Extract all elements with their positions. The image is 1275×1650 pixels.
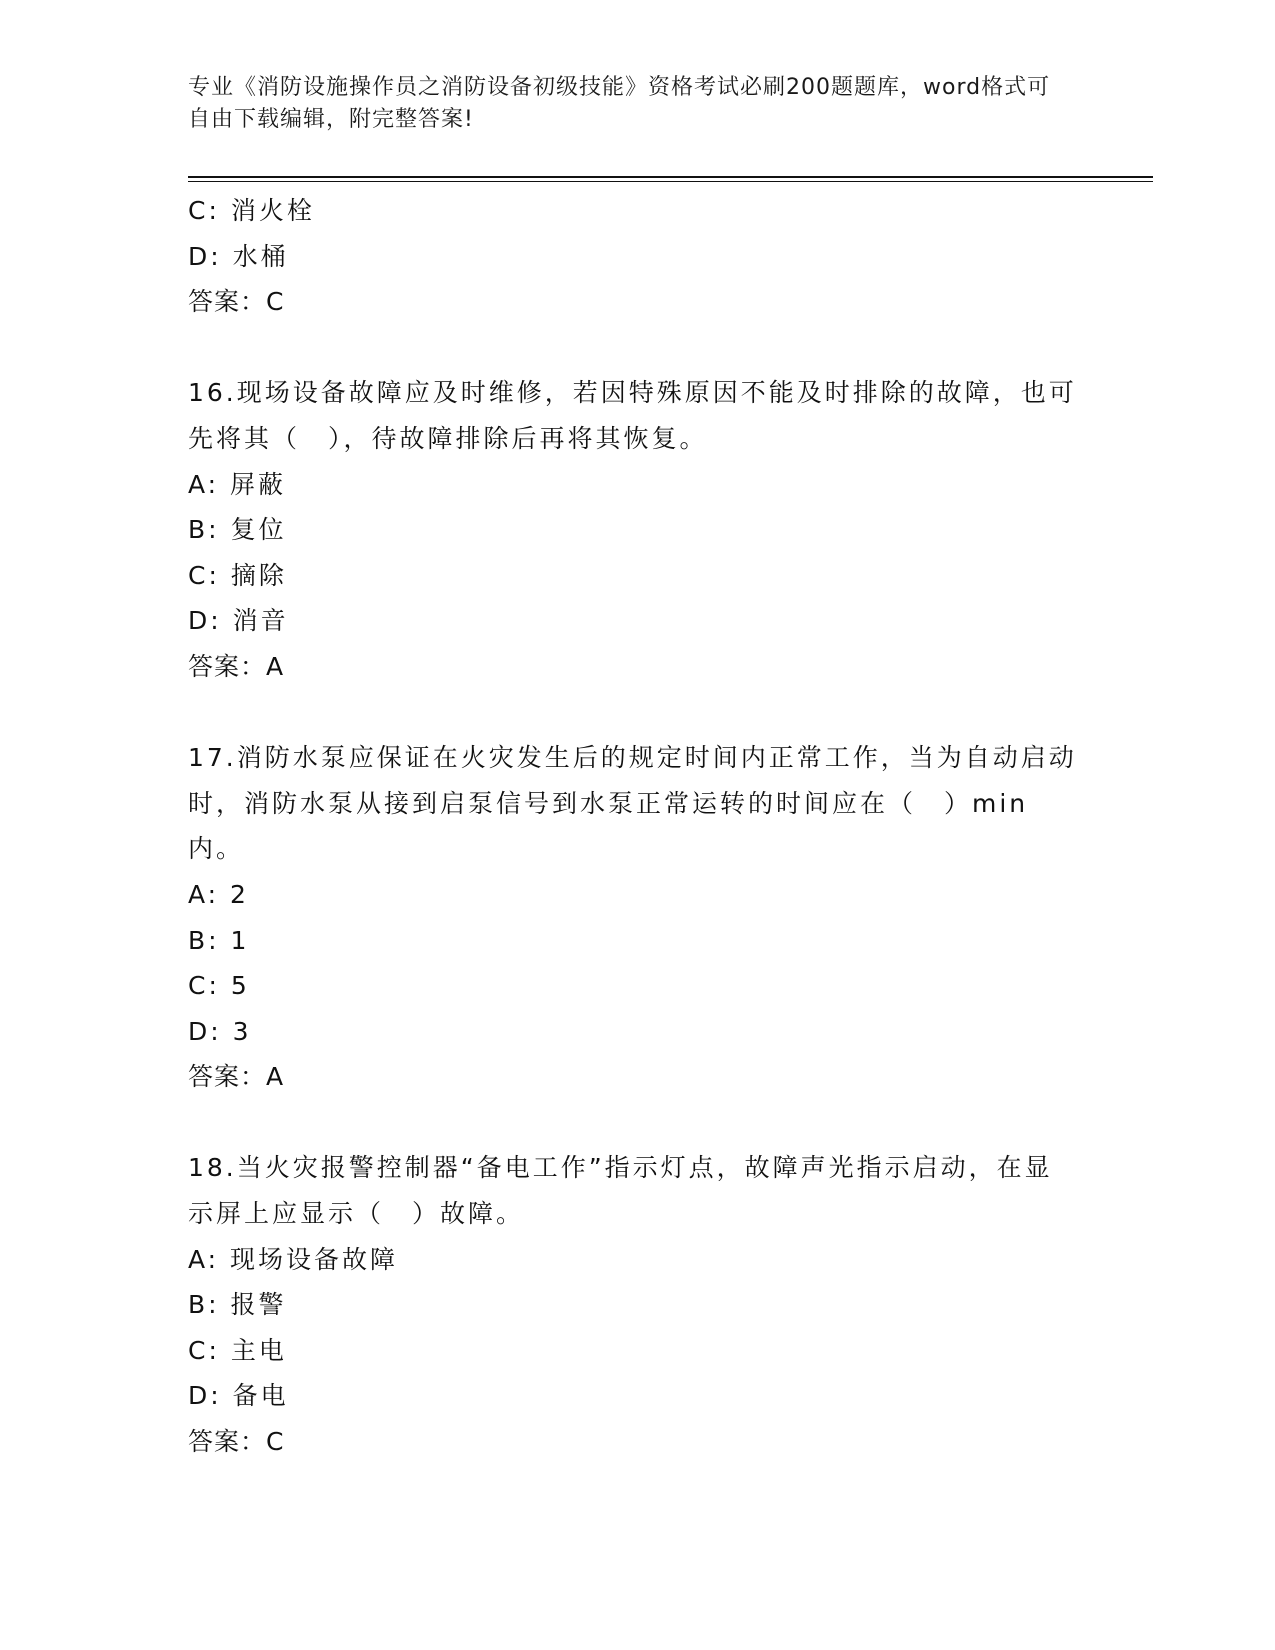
document-header <box>188 72 1068 136</box>
header-divider <box>188 176 1153 178</box>
question-block-16 <box>188 370 1078 689</box>
question-block-17 <box>188 735 1078 1100</box>
answer: 答案：C <box>188 1427 285 1457</box>
question-list <box>188 188 1078 1465</box>
option-c: C: 消火栓 <box>188 196 315 225</box>
spacer <box>188 690 1078 736</box>
spacer <box>188 1100 1078 1146</box>
option-c: C: 主电 <box>188 1335 287 1365</box>
question-text: 18.当火灾报警控制器“备电工作”指示灯点，故障声光指示启动，在显示屏上应显示（ ）故障。 <box>188 1153 1053 1229</box>
option-d: D: 备电 <box>188 1381 289 1411</box>
option-a: A: 2 <box>188 879 249 909</box>
question-block-18 <box>188 1145 1078 1464</box>
option-b: B: 1 <box>188 925 250 955</box>
option-b: B: 报警 <box>188 1290 287 1320</box>
option-c: C: 摘除 <box>188 560 287 590</box>
answer: 答案：A <box>188 651 285 681</box>
question-text: 17.消防水泵应保证在火灾发生后的规定时间内正常工作，当为自动启动时，消防水泵从接到启泵信号到水泵正常运转的时间应在（ ）min内。 <box>188 743 1077 864</box>
option-a: A: 现场设备故障 <box>188 1244 399 1274</box>
question-block-15 <box>188 188 1078 325</box>
option-c: C: 5 <box>188 971 250 1001</box>
document-title: 专业《消防设施操作员之消防设备初级技能》资格考试必刷200题题库，word格式可自由下载编辑，附完整答案! <box>188 75 1051 132</box>
option-a: A: 屏蔽 <box>188 469 287 499</box>
option-b: B: 复位 <box>188 515 287 545</box>
option-d: D: 消音 <box>188 606 289 636</box>
answer: 答案：C <box>188 287 285 317</box>
answer: 答案：A <box>188 1062 285 1092</box>
option-d: D: 3 <box>188 1016 252 1046</box>
spacer <box>188 325 1078 371</box>
option-d: D: 水桶 <box>188 241 289 271</box>
header-divider-thin <box>188 181 1153 182</box>
question-text: 16.现场设备故障应及时维修，若因特殊原因不能及时排除的故障，也可先将其（ ），待故障排除后再将其恢复。 <box>188 378 1077 453</box>
